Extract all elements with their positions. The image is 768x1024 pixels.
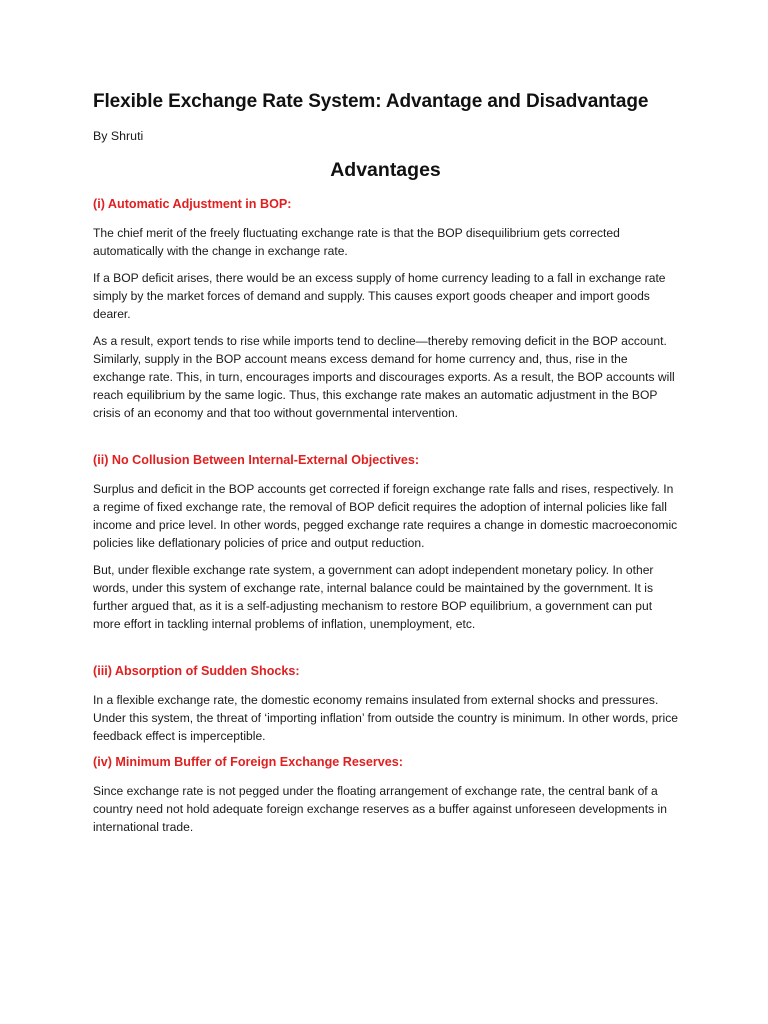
paragraph: But, under flexible exchange rate system, a government can adopt independent monetary policy. In other words, under this system of exchange rate, internal balance could be maintained by the government. It is further argued that, as it is a self-adjusting mechanism to restore BOP equilibrium, a government can put more effort in tackling internal problems of inflation, unemployment, etc. [93, 563, 654, 631]
advantage-section [93, 196, 678, 422]
paragraph: The chief merit of the freely fluctuating exchange rate is that the BOP disequilibrium gets corrected automatically with the change in exchange rate. [93, 226, 620, 258]
section-heading-advantages: Advantages [330, 159, 441, 181]
advantage-heading: (iii) Absorption of Sudden Shocks: [93, 664, 300, 678]
advantage-section [93, 754, 678, 836]
paragraph: If a BOP deficit arises, there would be an excess supply of home currency leading to a fall in exchange rate simply by the market forces of demand and supply. This causes export goods cheaper and import goods dearer. [93, 271, 666, 321]
advantage-heading: (iv) Minimum Buffer of Foreign Exchange Reserves: [93, 755, 404, 769]
paragraph: As a result, export tends to rise while imports tend to decline—thereby removing deficit in the BOP account. Similarly, supply in the BOP account means excess demand for home currency and, thus, rise in the exchange rate. This, in turn, encourages imports and discourages exports. As a result, the BOP accounts will reach equilibrium by the same logic. Thus, this exchange rate makes an automatic adjustment in the BOP crisis of an economy and that too without governmental intervention. [93, 334, 675, 420]
paragraph: Surplus and deficit in the BOP accounts get corrected if foreign exchange rate falls and rises, respectively. In a regime of fixed exchange rate, the removal of BOP deficit requires the adoption of internal policies like fall income and price level. In other words, pegged exchange rate requires a change in domestic macroeconomic policies like deflationary policies of price and output reduction. [93, 482, 678, 550]
document-title: Flexible Exchange Rate System: Advantage and Disadvantage [93, 91, 649, 112]
advantage-section [93, 663, 678, 745]
author-byline: By Shruti [93, 129, 144, 143]
paragraph: In a flexible exchange rate, the domestic economy remains insulated from external shocks and pressures. Under this system, the threat of ‘importing inflation’ from outside the country is minimum. In other words, price feedback effect is imperceptible. [93, 693, 678, 743]
advantage-section [93, 452, 678, 633]
advantage-heading: (ii) No Collusion Between Internal-External Objectives: [93, 453, 420, 467]
paragraph: Since exchange rate is not pegged under the floating arrangement of exchange rate, the central bank of a country need not hold adequate foreign exchange reserves as a buffer against unforeseen developments in international trade. [93, 784, 667, 834]
advantage-heading: (i) Automatic Adjustment in BOP: [93, 197, 292, 211]
